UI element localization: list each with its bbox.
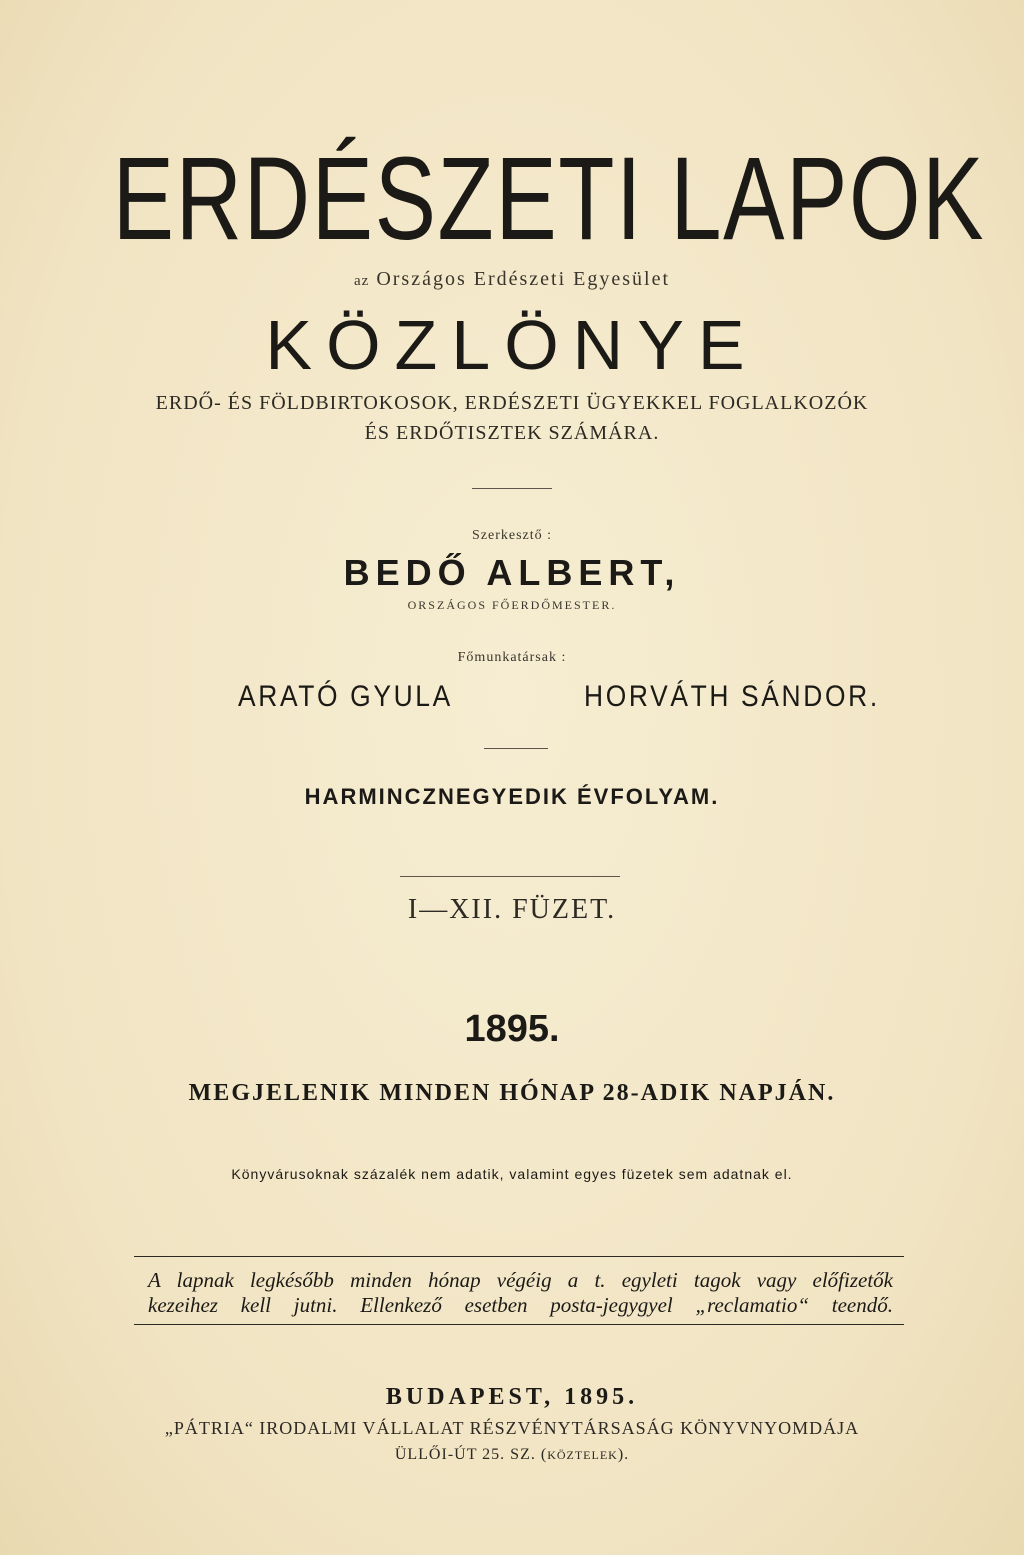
imprint-place: BUDAPEST, 1895. [385,1384,639,1410]
journal-organ: KÖZLÖNYE [265,306,759,384]
editor-label: Szerkesztő : [471,528,553,543]
collaborator-name: HORVÁTH SÁNDOR. [584,680,880,713]
issue-range: I—XII. FÜZET. [407,894,617,925]
divider [400,876,620,877]
subtitle-az: az [353,273,370,289]
imprint-address [0,1446,1024,1464]
address-building: KÖZTELEK [547,1448,618,1462]
audience-line-1: ERDŐ- ÉS FÖLDBIRTOKOSOK, ERDÉSZETI ÜGYEKKEL FOGLALKOZÓK [155,392,869,414]
divider [472,488,552,489]
divider [134,1256,904,1257]
notice-line-1: A lapnak legkésőbb minden hónap végéig a t. egyleti tagok vagy előfizetők [148,1268,893,1292]
divider [134,1324,904,1325]
collaborator-name: ARATÓ GYULA [238,680,453,713]
journal-subtitle [0,268,1024,291]
subtitle-society: Országos Erdészeti Egyesület [376,268,671,290]
discount-note: Könyvárusoknak százalék nem adatik, valamint egyes füzetek sem adatnak el. [231,1166,793,1182]
journal-title: ERDÉSZETI LAPOK [112,133,986,265]
address-street: ÜLLŐI-ÚT 25. SZ. ( [394,1446,548,1463]
audience-line-2: ÉS ERDŐTISZTEK SZÁMÁRA. [364,422,660,444]
editor-name: BEDŐ ALBERT, [343,552,681,593]
volume-number: HARMINCZNEGYEDIK ÉVFOLYAM. [304,784,720,809]
publication-schedule: MEGJELENIK MINDEN HÓNAP 28-ADIK NAPJÁN. [188,1080,836,1106]
publication-year: 1895. [464,1008,560,1050]
notice-line-2: kezeihez kell jutni. Ellenkező esetben posta-jegygyel „reclamatio“ teendő. [148,1293,893,1317]
collaborators-label: Főmunkatársak : [457,650,567,665]
address-end: ). [617,1446,630,1463]
divider [484,748,548,749]
imprint-printer: „PÁTRIA“ IRODALMI VÁLLALAT RÉSZVÉNYTÁRSASÁG KÖNYVNYOMDÁJA [164,1418,860,1438]
editor-title: ORSZÁGOS FŐERDŐMESTER. [407,598,617,612]
